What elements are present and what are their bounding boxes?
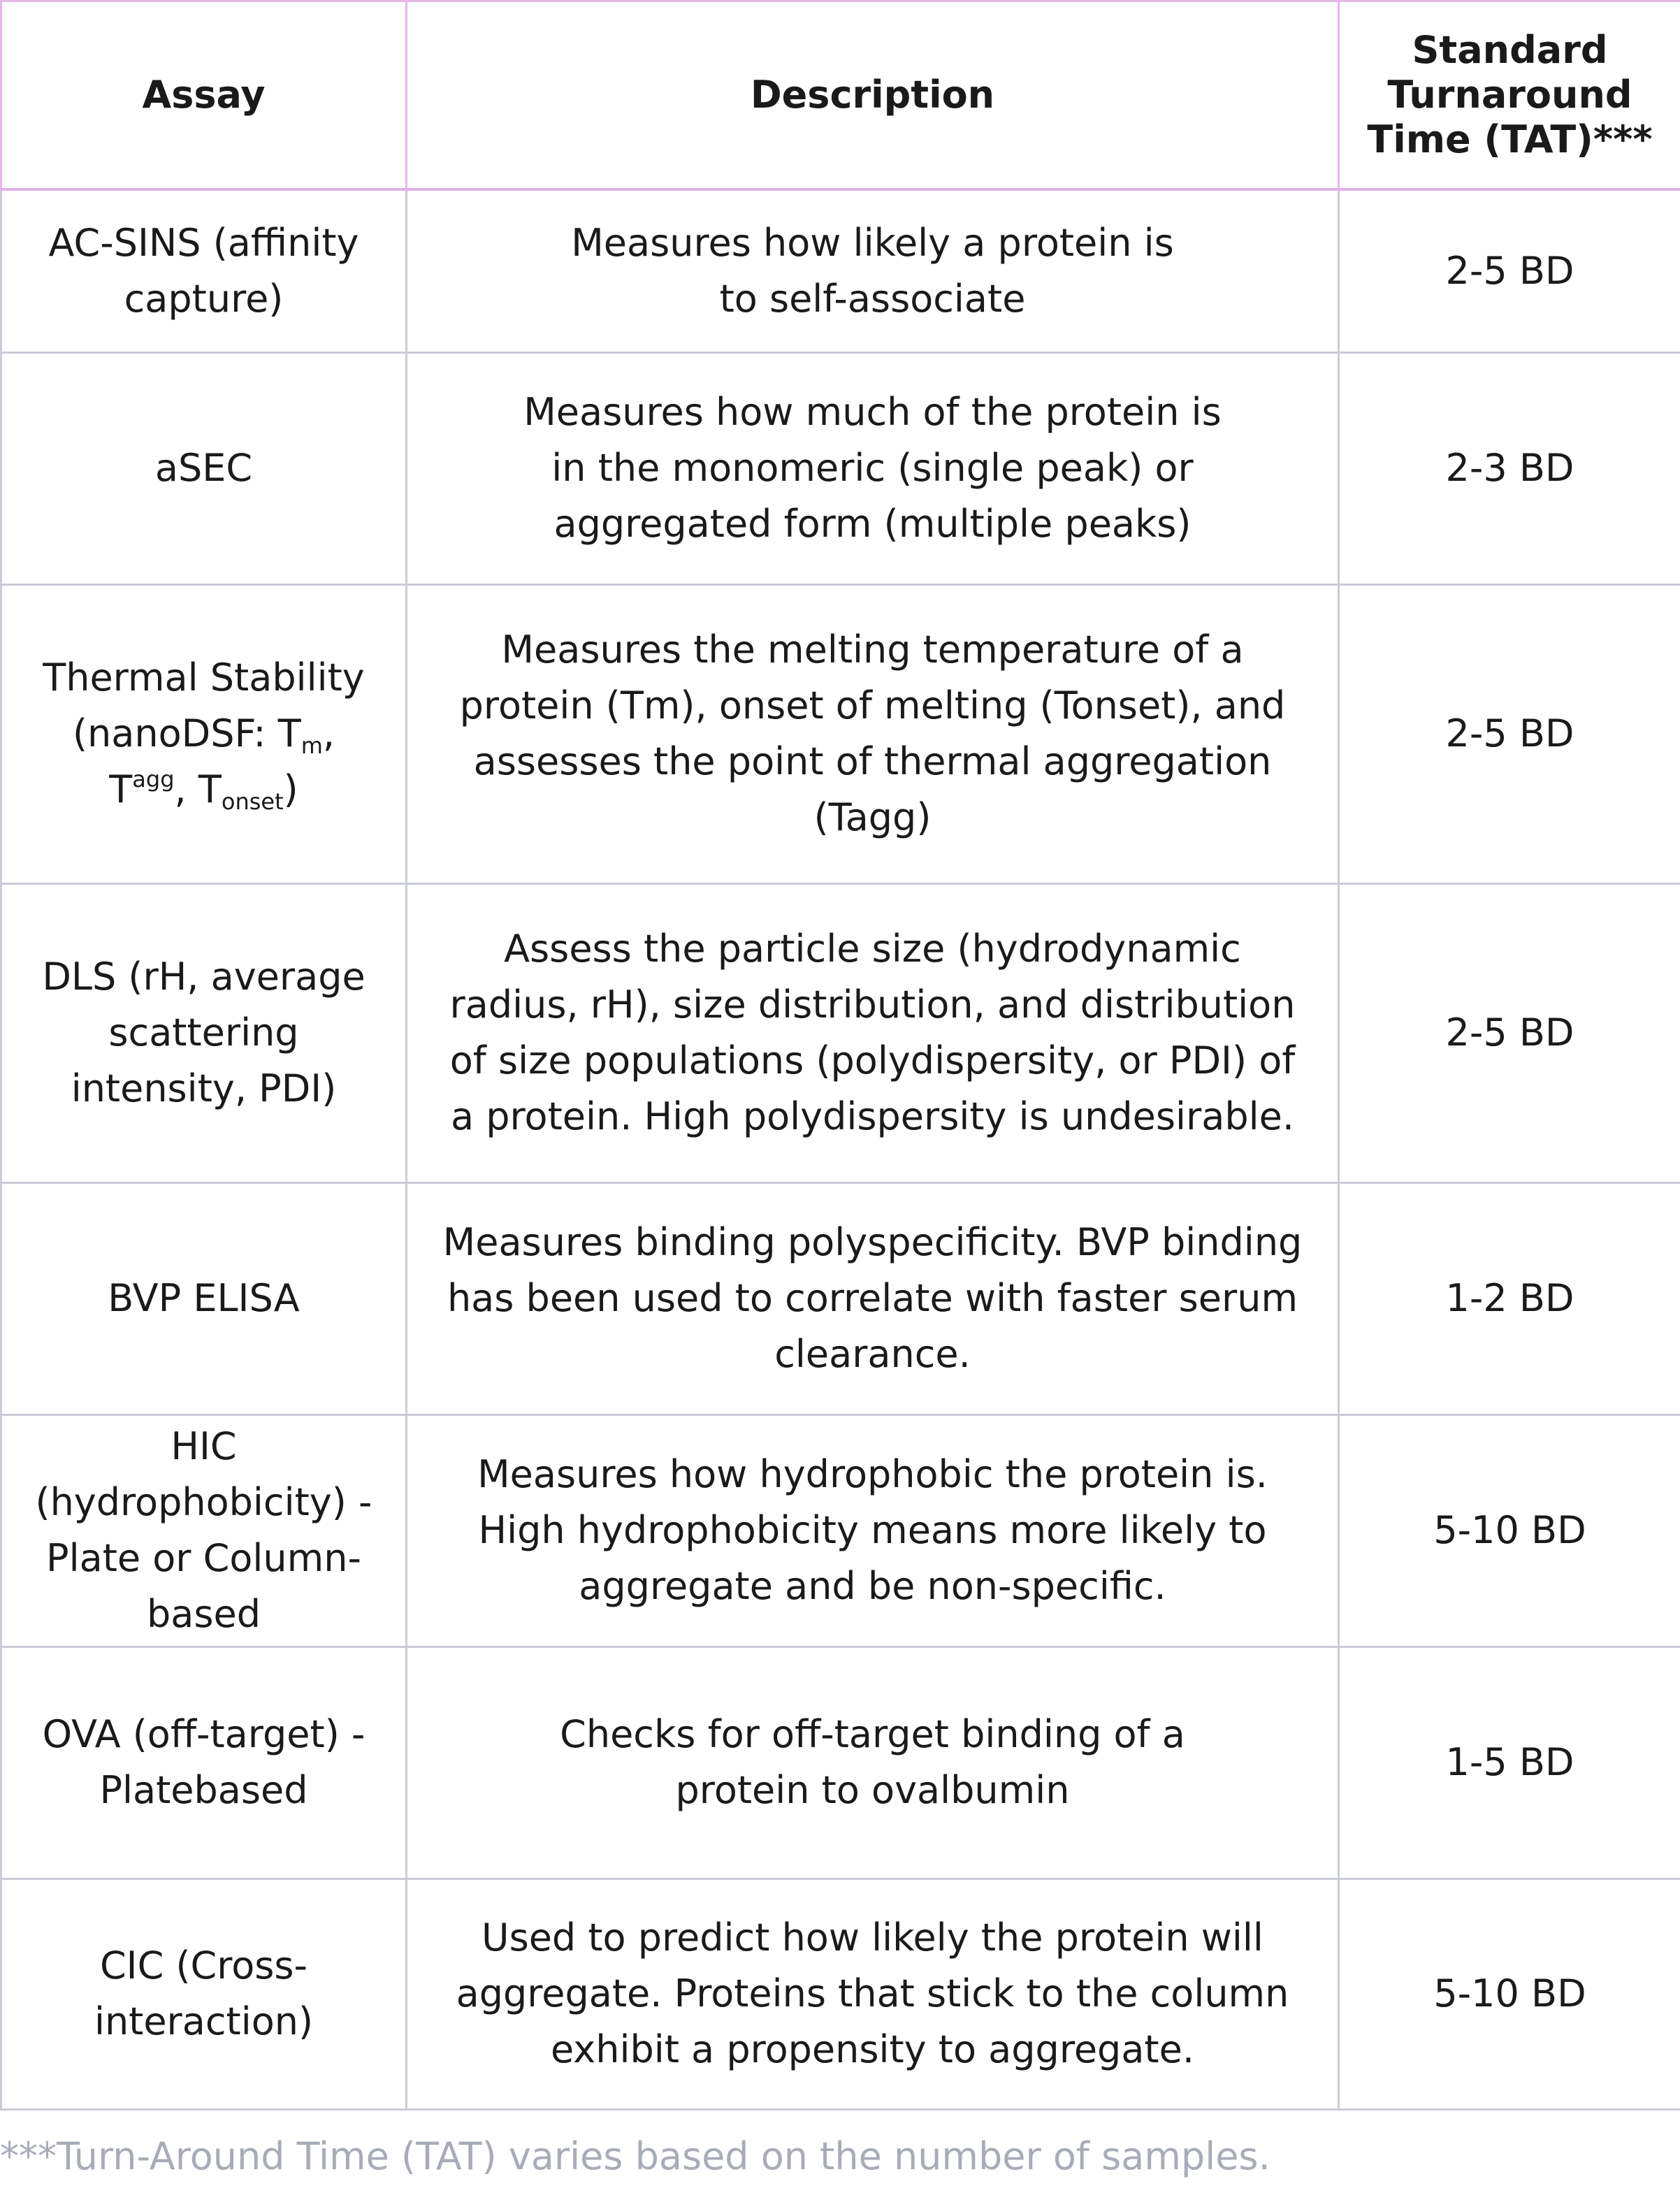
description-cell: Measures binding polyspecificity. BVP binding has been used to correlate with faster serum clearance. [407, 1182, 1339, 1414]
assay-line [16, 706, 391, 762]
tat-cell: 5-10 BD [1339, 1414, 1680, 1646]
assay-text: T [109, 767, 133, 811]
header-description: Description [407, 1, 1339, 190]
assay-cell: OVA (off-target) - Platebased [1, 1646, 407, 1879]
assay-cell: DLS (rH, average scattering intensity, PDI) [1, 883, 407, 1182]
header-tat-line2: Turnaround [1387, 73, 1632, 117]
tat-cell: 2-5 BD [1339, 883, 1680, 1182]
footnote: ***Turn-Around Time (TAT) varies based on the number of samples. [0, 2134, 1270, 2178]
table-row [1, 189, 1680, 352]
assay-cell: BVP ELISA [1, 1182, 407, 1414]
assay-text: , T [174, 767, 222, 811]
description-cell: Measures the melting temperature of a protein (Tm), onset of melting (Tonset), and assesses the point of thermal aggregation (Tagg) [407, 584, 1339, 883]
table-row [1, 584, 1680, 883]
tat-cell: 2-5 BD [1339, 189, 1680, 352]
table-row [1, 1646, 1680, 1879]
table-header [1, 1, 1680, 190]
tat-cell: 1-2 BD [1339, 1182, 1680, 1414]
table-body [1, 189, 1680, 2109]
subscript-m: m [300, 732, 323, 759]
description-cell: Measures how likely a protein is to self-associate [407, 189, 1339, 352]
assay-cell: aSEC [1, 352, 407, 584]
description-cell: Assess the particle size (hydrodynamic radius, rH), size distribution, and distribution of size populations (polydispersity, or PDI) of a protein. High polydispersity is undesirable. [407, 883, 1339, 1182]
table-row [1, 352, 1680, 584]
assay-text: (nanoDSF: T [72, 711, 301, 755]
superscript-agg: agg [132, 766, 175, 792]
tat-cell: 2-3 BD [1339, 352, 1680, 584]
subscript-onset: onset [221, 788, 284, 815]
tat-cell: 5-10 BD [1339, 1879, 1680, 2109]
assay-cell: HIC (hydrophobicity) - Plate or Column-based [1, 1414, 407, 1646]
tat-cell: 2-5 BD [1339, 584, 1680, 883]
assay-cell: CIC (Cross-interaction) [1, 1879, 407, 2109]
table-row [1, 1414, 1680, 1646]
assay-text: , [322, 711, 335, 755]
description-cell: Used to predict how likely the protein will aggregate. Proteins that stick to the column exhibit a propensity to aggregate. [407, 1879, 1339, 2109]
table-row [1, 1879, 1680, 2109]
description-cell: Measures how much of the protein is in the monomeric (single peak) or aggregated form (multiple peaks) [407, 352, 1339, 584]
tat-cell: 1-5 BD [1339, 1646, 1680, 1879]
description-cell: Measures how hydrophobic the protein is. High hydrophobicity means more likely to aggregate and be non-specific. [407, 1414, 1339, 1646]
assay-cell [1, 584, 407, 883]
header-tat-line3: Time (TAT)*** [1367, 117, 1653, 161]
assay-line: Thermal Stability [43, 656, 365, 700]
header-tat-line1: Standard [1412, 28, 1608, 72]
description-cell: Checks for off-target binding of a protein to ovalbumin [407, 1646, 1339, 1879]
assay-cell: AC-SINS (affinity capture) [1, 189, 407, 352]
assay-line [16, 762, 391, 818]
header-assay: Assay [1, 1, 407, 190]
assay-text: ) [283, 767, 298, 811]
header-row [1, 1, 1680, 190]
table-row [1, 1182, 1680, 1414]
table-row [1, 883, 1680, 1182]
header-tat [1339, 1, 1680, 190]
